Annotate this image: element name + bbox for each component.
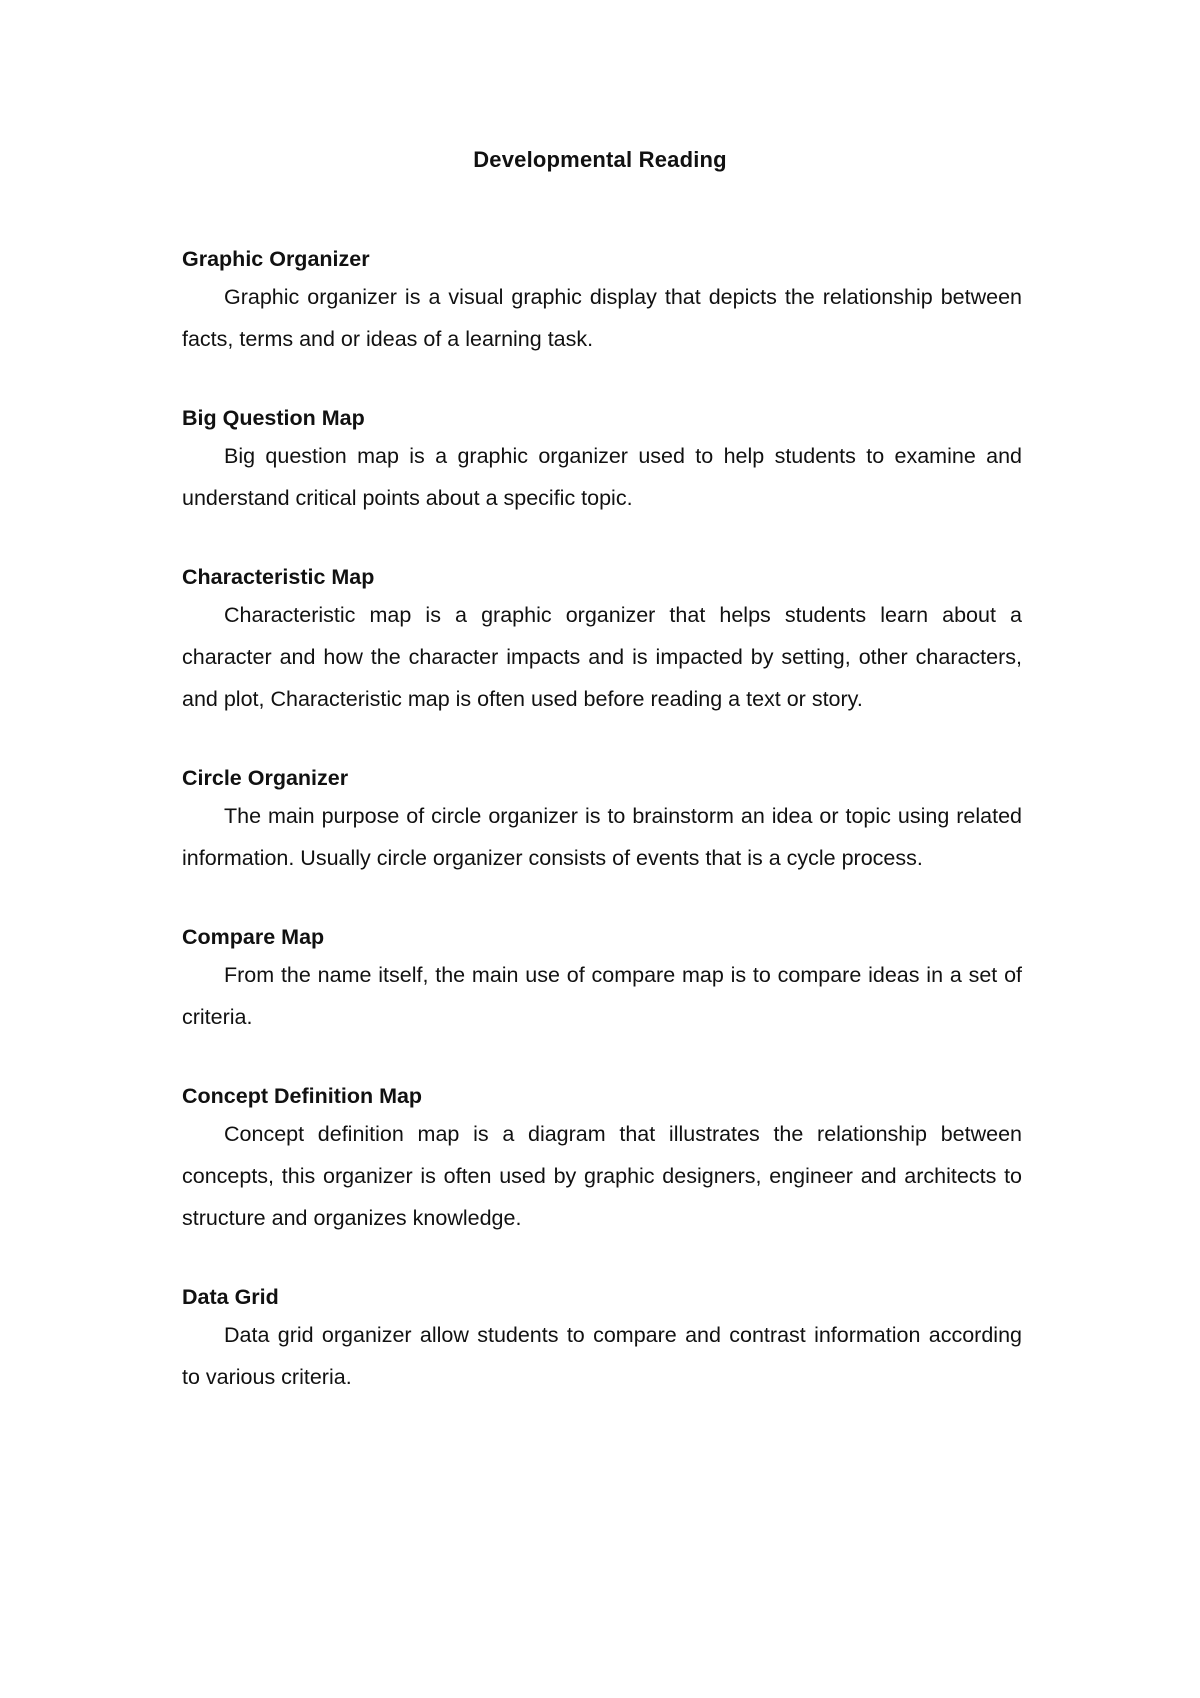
section-data-grid	[182, 1281, 1022, 1398]
section-circle-organizer	[182, 762, 1022, 879]
section-body: Characteristic map is a graphic organizer that helps students learn about a character and how the character impacts and is impacted by setting, other characters, and plot, Characteristic map is often used before reading a text or story.	[182, 603, 1022, 711]
document-title: Developmental Reading	[473, 147, 727, 172]
section-heading: Circle Organizer	[182, 766, 349, 790]
section-heading: Data Grid	[182, 1285, 279, 1309]
section-heading: Characteristic Map	[182, 565, 375, 589]
section-big-question-map	[182, 402, 1022, 519]
section-compare-map	[182, 921, 1022, 1038]
section-heading: Concept Definition Map	[182, 1084, 423, 1108]
section-body: Graphic organizer is a visual graphic display that depicts the relationship between facts, terms and or ideas of a learning task.	[182, 285, 1022, 351]
section-heading: Compare Map	[182, 925, 325, 949]
document-content	[182, 243, 1022, 1440]
section-body: Concept definition map is a diagram that illustrates the relationship between concepts, this organizer is often used by graphic designers, engineer and architects to structure and organizes knowledge.	[182, 1122, 1022, 1230]
section-heading: Graphic Organizer	[182, 247, 370, 271]
section-characteristic-map	[182, 561, 1022, 720]
section-body: Data grid organizer allow students to compare and contrast information according to various criteria.	[182, 1323, 1022, 1389]
section-graphic-organizer	[182, 243, 1022, 360]
section-body: Big question map is a graphic organizer used to help students to examine and understand critical points about a specific topic.	[182, 444, 1022, 510]
section-body: From the name itself, the main use of compare map is to compare ideas in a set of criteria.	[182, 963, 1022, 1029]
section-concept-definition-map	[182, 1080, 1022, 1239]
section-heading: Big Question Map	[182, 406, 365, 430]
section-body: The main purpose of circle organizer is to brainstorm an idea or topic using related information. Usually circle organizer consists of events that is a cycle process.	[182, 804, 1022, 870]
